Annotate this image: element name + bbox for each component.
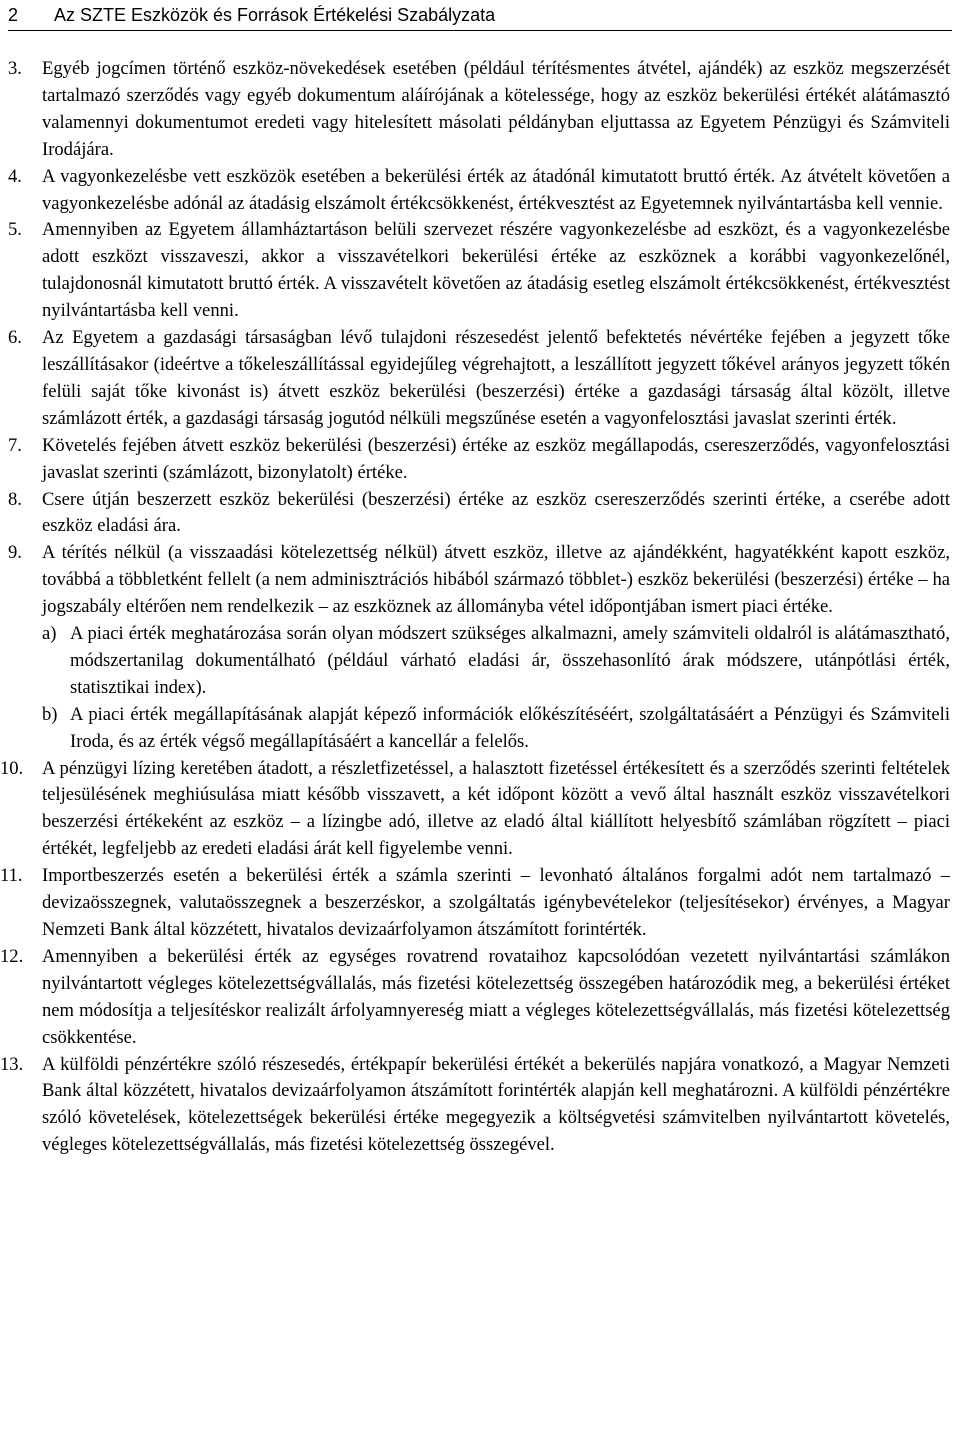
- list-item: [8, 325, 950, 433]
- item-text: A térítés nélkül (a visszaadási kötelezettség nélkül) átvett eszköz, illetve az ajándékként, hagyatékként kapott eszköz, továbbá a többletként fellelt (a nem adminisztrációs hibából származó többlet-) eszköz bekerülési (beszerzési) értéke – ha jogszabály eltérően nem rendelkezik – az eszköznek az állományba vétel időpontjában ismert piaci értéke.: [42, 542, 950, 618]
- list-item: [8, 540, 950, 621]
- item-text: Importbeszerzés esetén a bekerülési érték a számla szerinti – levonható általános forgalmi adót nem tartalmazó – devizaösszegnek, valutaösszegnek a beszerzéskor, a szolgáltatás igénybevételekor (teljesítésekor) érvényes, a Magyar Nemzeti Bank által közzétett, hivatalos devizaárfolyamon átszámított forintérték.: [42, 865, 950, 940]
- list-item: [0, 863, 950, 944]
- item-number: 5.: [8, 219, 22, 241]
- page-header: [8, 0, 952, 31]
- item-text: A pénzügyi lízing keretében átadott, a részletfizetéssel, a halasztott fizetéssel értékesített és a szerződés szerinti feltételek teljesülésének meghiúsulása miatt később visszavett, a két időpont között a vevő által használt eszköz visszavételkori beszerzési értékeként az eszköz – a lízingbe adó, illetve az eladó által kiállított helyesbítő számlában rögzített – piaci értékét, legfeljebb az eredeti eladási árát kell figyelembe venni.: [42, 757, 950, 860]
- page-number: 2: [8, 5, 19, 25]
- list-item: [0, 756, 950, 864]
- item-number: 7.: [8, 434, 22, 456]
- item-text: A külföldi pénzértékre szóló részesedés, értékpapír bekerülési értékét a bekerülés napjára vonatkozó, a Magyar Nemzeti Bank által közzétett, hivatalos devizaárfolyamon átszámított forintérték alapján kell meghatározni. A külföldi pénzértékre szóló követelések, kötelezettségek bekerülési értéke megegyezik a költségvetési számvitelben nyilvántartott követelés, végleges kötelezettségvállalás, más fizetési kötelezettség összegével.: [42, 1053, 950, 1156]
- item-text: Amennyiben az Egyetem államháztartáson belüli szervezet részére vagyonkezelésbe ad eszközt, és a vagyonkezelésbe adott eszközt visszaveszi, akkor a visszavételkori bekerülési értéke az eszköznek a korábbi vagyonkezelőnél, tulajdonosnál kimutatott bruttó érték. A visszavételt követően az átadásig esetleg elszámolt értékcsökkenést, értékvesztést nyilvántartásba kell venni.: [42, 219, 950, 322]
- list-item: [8, 164, 950, 218]
- item-number: 13.: [0, 1053, 24, 1075]
- list-item: [8, 56, 950, 164]
- document-title: Az SZTE Eszközök és Források Értékelési Szabályzata: [54, 5, 496, 25]
- item-text: Egyéb jogcímen történő eszköz-növekedések esetében (például térítésmentes átvétel, ajándék) az eszköz megszerzését tartalmazó szerződés vagy egyéb dokumentum aláírójának a kötelessége, hogy az eszköz bekerülési értékét alátámasztó valamennyi dokumentumot eredeti vagy hitelesített másolati példányban eljuttassa az Egyetem Pénzügyi és Számviteli Irodájára.: [42, 58, 950, 160]
- item-number: 10.: [0, 757, 24, 779]
- sub-list-item: [8, 621, 950, 702]
- sub-item-text: A piaci érték meghatározása során olyan módszert szükséges alkalmazni, amely számviteli oldalról is alátámasztható, módszertanilag dokumentálható (például várható eladási ár, összehasonlító árak módszere, utánpótlási érték, statisztikai index).: [70, 623, 950, 698]
- item-number: 9.: [8, 542, 22, 564]
- list-item: [8, 487, 950, 541]
- item-number: 3.: [8, 58, 22, 79]
- document-body: [0, 56, 950, 1159]
- list-item: [0, 1052, 950, 1160]
- sub-item-text: A piaci érték megállapításának alapját képező információk előkészítéséért, szolgáltatásáért a Pénzügyi és Számviteli Iroda, és az érték végső megállapításáért a kancellár a felelős.: [70, 703, 950, 752]
- item-number: 12.: [0, 945, 24, 967]
- list-item: [8, 217, 950, 325]
- sub-list-item: [8, 702, 950, 756]
- item-text: Követelés fejében átvett eszköz bekerülési (beszerzési) értéke az eszköz megállapodás, csereszerződés, vagyonfelosztási javaslat szerinti (számlázott, bizonylatolt) értéke.: [42, 434, 950, 483]
- sub-item-label: b): [42, 703, 58, 725]
- item-text: Csere útján beszerzett eszköz bekerülési (beszerzési) értéke az eszköz csereszerződés szerinti értéke, a cserébe adott eszköz eladási ára.: [42, 488, 950, 537]
- list-item: [0, 944, 950, 1052]
- item-text: A vagyonkezelésbe vett eszközök esetében a bekerülési érték az átadónál kimutatott bruttó érték. Az átvételt követően a vagyonkezelésbe adónál az átadásig elszámolt értékcsökkenést, értékvesztést az Egyetemnek nyilvántartásba kell vennie.: [42, 165, 950, 214]
- item-text: Az Egyetem a gazdasági társaságban lévő tulajdoni részesedést jelentő befektetés névértéke fejében a jegyzett tőke leszállításakor (ideértve a tőkeleszállítással egyidejűleg végrehajtott, a leszállított jegyzett tőkével arányos jegyzett tőkén felüli saját tőke kivonást is) átvett eszköz bekerülési (beszerzési) értéke a gazdasági társaság által közölt, illetve számlázott érték, a gazdasági társaság jogutód nélküli megszűnése esetén a vagyonfelosztási javaslat szerinti érték.: [42, 327, 950, 429]
- sub-item-label: a): [42, 623, 57, 645]
- item-number: 6.: [8, 327, 22, 349]
- list-item: [8, 433, 950, 487]
- item-number: 4.: [8, 165, 22, 187]
- item-text: Amennyiben a bekerülési érték az egységes rovatrend rovataihoz kapcsolódóan vezetett nyilvántartási számlákon nyilvántartott végleges kötelezettségvállalás, más fizetési kötelezettség összegében határozódik meg, a bekerülési értéket nem módosítja a teljesítéskor realizált árfolyamnyereség miatt a végleges kötelezettségvállalás, más fizetési kötelezettség csökkentése.: [42, 945, 950, 1048]
- item-number: 11.: [0, 865, 23, 887]
- item-number: 8.: [8, 488, 22, 510]
